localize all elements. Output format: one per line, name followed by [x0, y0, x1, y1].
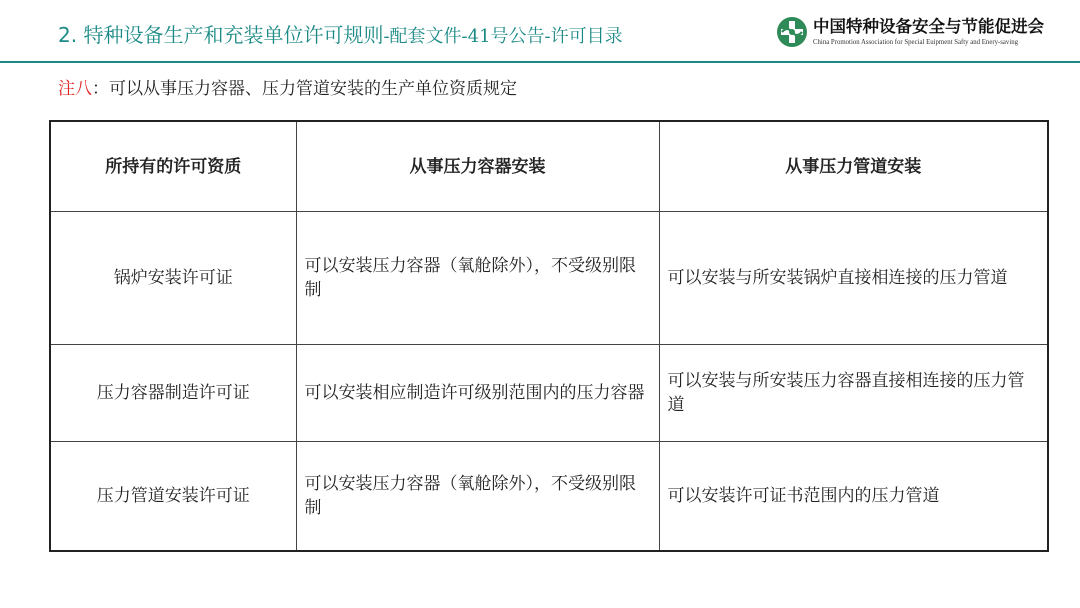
table-row: [50, 442, 1048, 552]
vessel-install-cell: 可以安装压力容器（氧舱除外），不受级别限制: [296, 442, 659, 552]
column-header-vessel-install: 从事压力容器安装: [296, 121, 659, 212]
pipeline-install-cell: 可以安装与所安装压力容器直接相连接的压力管道: [659, 345, 1048, 442]
table-header-row: [50, 121, 1048, 212]
note-line: [58, 77, 517, 101]
vessel-install-cell: 可以安装相应制造许可级别范围内的压力容器: [296, 345, 659, 442]
slide-title-subtitle: -配套文件-41号公告-许可目录: [383, 26, 623, 47]
vessel-install-cell: 可以安装压力容器（氧舱除外），不受级别限制: [296, 212, 659, 345]
column-header-qualification: 所持有的许可资质: [50, 121, 296, 212]
column-header-pipeline-install: 从事压力管道安装: [659, 121, 1048, 212]
organization-name: 中国特种设备安全与节能促进会: [813, 17, 1044, 36]
note-text: 可以从事压力容器、压力管道安装的生产单位资质规定: [109, 79, 517, 99]
qualification-cell: 压力容器制造许可证: [50, 345, 296, 442]
slide-title-main: 2. 特种设备生产和充装单位许可规则: [58, 23, 384, 47]
qualification-cell: 压力管道安装许可证: [50, 442, 296, 552]
slide-title: [58, 22, 623, 50]
qualification-table: [49, 120, 1049, 552]
pipeline-install-cell: 可以安装与所安装锅炉直接相连接的压力管道: [659, 212, 1048, 345]
table-row: [50, 345, 1048, 442]
table-row: [50, 212, 1048, 345]
qualification-cell: 锅炉安装许可证: [50, 212, 296, 345]
note-separator: ：: [92, 79, 109, 99]
slide-header: [0, 0, 1080, 62]
organization-name-english: China Promotion Association for Special Euipment Safty and Enery-saving: [813, 39, 1019, 46]
header-divider: [0, 61, 1080, 63]
organization-branding: [776, 14, 1072, 54]
note-label: 注八: [58, 79, 92, 99]
cross-circle-logo-icon: [776, 16, 808, 48]
pipeline-install-cell: 可以安装许可证书范围内的压力管道: [659, 442, 1048, 552]
